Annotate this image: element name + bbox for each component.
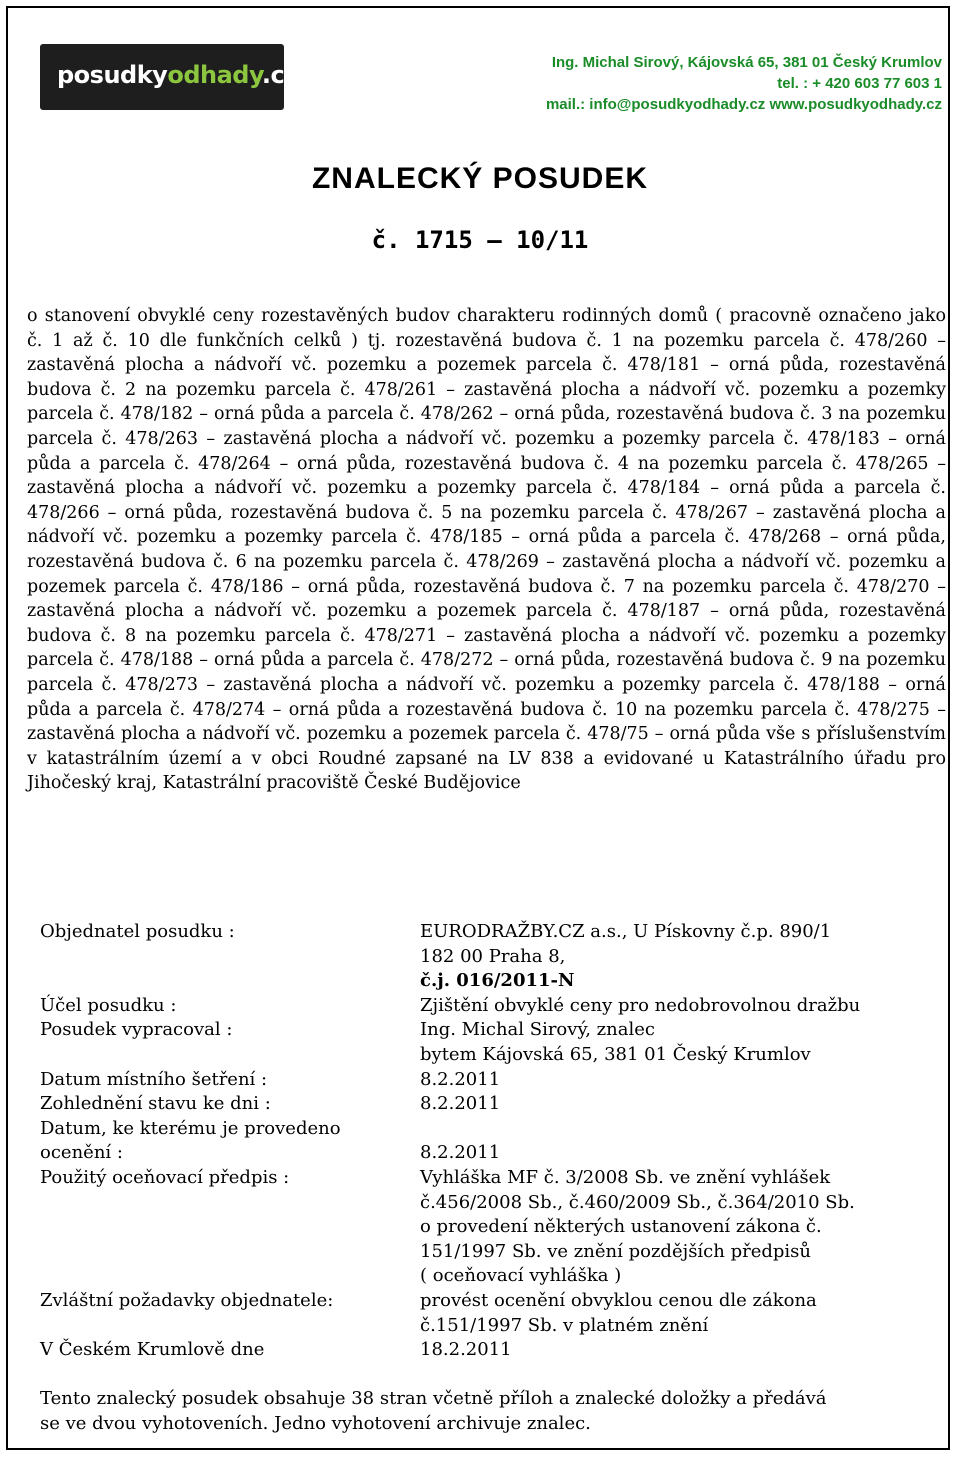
field-value: o provedení některých ustanovení zákona č.	[420, 1216, 822, 1238]
footer-line: Tento znalecký posudek obsahuje 38 stran včetně příloh a znalecké doložky a předává	[40, 1388, 827, 1409]
field-label: Datum místního šetření :	[40, 1068, 268, 1090]
client-reference: č.j. 016/2011-N	[420, 970, 575, 992]
footer-note	[40, 1387, 940, 1436]
field-label: Datum, ke kterému je provedeno	[40, 1117, 341, 1139]
field-value: ( oceňovací vyhláška )	[420, 1265, 622, 1287]
field-label: Posudek vypracoval :	[40, 1019, 233, 1041]
logo-text: posudkyodhady.cz	[57, 61, 298, 89]
field-value: č.456/2008 Sb., č.460/2009 Sb., č.364/2010 Sb.	[420, 1191, 855, 1213]
field-purpose	[40, 994, 940, 1019]
document-title: ZNALECKÝ POSUDEK	[311, 162, 649, 195]
field-client	[40, 920, 940, 945]
field-value: Vyhláška MF č. 3/2008 Sb. ve znění vyhlášek	[420, 1166, 831, 1188]
field-value: Ing. Michal Sirový, znalec	[420, 1019, 655, 1041]
details-table	[40, 920, 940, 1363]
field-value: 8.2.2011	[420, 1142, 501, 1164]
field-value: bytem Kájovská 65, 381 01 Český Krumlov	[420, 1043, 811, 1065]
field-value: Zjištění obvyklé ceny pro nedobrovolnou dražbu	[420, 994, 861, 1016]
field-inspection-date	[40, 1068, 940, 1093]
field-label: Zvláštní požadavky objednatele:	[40, 1289, 334, 1311]
field-value: 182 00 Praha 8,	[420, 945, 566, 967]
field-value: EURODRAŽBY.CZ a.s., U Pískovny č.p. 890/1	[420, 921, 832, 942]
field-label: ocenění :	[40, 1142, 123, 1164]
field-value: 8.2.2011	[420, 1093, 501, 1115]
field-label: Objednatel posudku :	[40, 921, 235, 942]
document-subject: o stanovení obvyklé ceny rozestavěných budov charakteru rodinných domů ( pracovně označeno jako č. 1 až č. 10 dle funkčních celků ) tj. rozestavěná budova č. 1 na pozemku parcela č. 478/260 – zastavěná plocha a nádvoří vč. pozemku a pozemek parcela č. 478/181 – orná půda, rozestavěná budova č. 2 na pozemku parcela č. 478/261 – zastavěná plocha a nádvoří vč. pozemku a pozemky parcela č. 478/182 – orná půda a parcela č. 478/262 – orná půda, rozestavěná budova č. 3 na pozemku parcela č. 478/263 – zastavěná plocha a nádvoří vč. pozemku a pozemky parcela č. 478/183 – orná půda a parcela č. 478/264 – orná půda, rozestavěná budova č. 4 na pozemku parcela č. 478/265 – zastavěná plocha a nádvoří vč. pozemku a pozemky parcela č. 478/184 – orná půda a parcela č. 478/266 – orná půda, rozestavěná budova č. 5 na pozemku parcela č. 478/267 – zastavěná plocha a nádvoří vč. pozemku a pozemky parcela č. 478/185 – orná půda a parcela č. 478/268 – orná půda, rozestavěná budova č. 6 na pozemku parcela č. 478/269 – zastavěná plocha a nádvoří vč. pozemku a pozemek parcela č. 478/186 – orná půda, rozestavěná budova č. 7 na pozemku parcela č. 478/270 – zastavěná plocha a nádvoří vč. pozemku a pozemek parcela č. 478/187 – orná půda, rozestavěná budova č. 8 na pozemku parcela č. 478/271 – zastavěná plocha a nádvoří vč. pozemku a pozemky parcela č. 478/188 – orná půda a parcela č. 478/272 – orná půda, rozestavěná budova č. 9 na pozemku parcela č. 478/273 – zastavěná plocha a nádvoří vč. pozemku a pozemky parcela č. 478/188 – orná půda a parcela č. 478/274 – orná půda a rozestavěná budova č. 10 na pozemku parcela č. 478/275 – zastavěná plocha a nádvoří vč. pozemku a pozemek parcela č. 478/75 – orná půda vše s příslušenstvím v katastrálním území a v obci Roudné zapsané na LV 838 a evidované u Katastrálního úřadu pro Jihočeský kraj, Katastrální pracoviště České Budějovice	[27, 306, 946, 794]
field-label: V Českém Krumlově dne	[40, 1339, 265, 1361]
field-regulation	[40, 1166, 940, 1191]
field-valuation-date	[40, 1117, 940, 1142]
contact-phone: tel. : + 420 603 77 603 1	[777, 75, 942, 92]
contact-block	[546, 52, 942, 115]
footer-line: se ve dvou vyhotoveních. Jedno vyhotovení archivuje znalec.	[40, 1412, 591, 1434]
field-value: 8.2.2011	[420, 1068, 501, 1090]
field-label: Účel posudku :	[40, 994, 177, 1016]
field-author	[40, 1018, 940, 1043]
field-state-date	[40, 1092, 940, 1117]
field-requirements	[40, 1289, 940, 1314]
field-value: 151/1997 Sb. ve znění pozdějších předpisů	[420, 1240, 811, 1262]
field-value: 18.2.2011	[420, 1339, 512, 1361]
document-number: č. 1715 – 10/11	[371, 226, 589, 254]
field-label: Použitý oceňovací předpis :	[40, 1166, 290, 1188]
field-value: č.151/1997 Sb. v platném znění	[420, 1314, 709, 1336]
contact-address: Ing. Michal Sirový, Kájovská 65, 381 01 Český Krumlov	[551, 54, 942, 71]
field-value: provést ocenění obvyklou cenou dle zákona	[420, 1289, 817, 1311]
contact-mail-web: mail.: info@posudkyodhady.cz www.posudkyodhady.cz	[545, 96, 942, 113]
field-label: Zohlednění stavu ke dni :	[40, 1093, 271, 1115]
field-place-date	[40, 1338, 940, 1363]
company-logo	[40, 44, 298, 110]
